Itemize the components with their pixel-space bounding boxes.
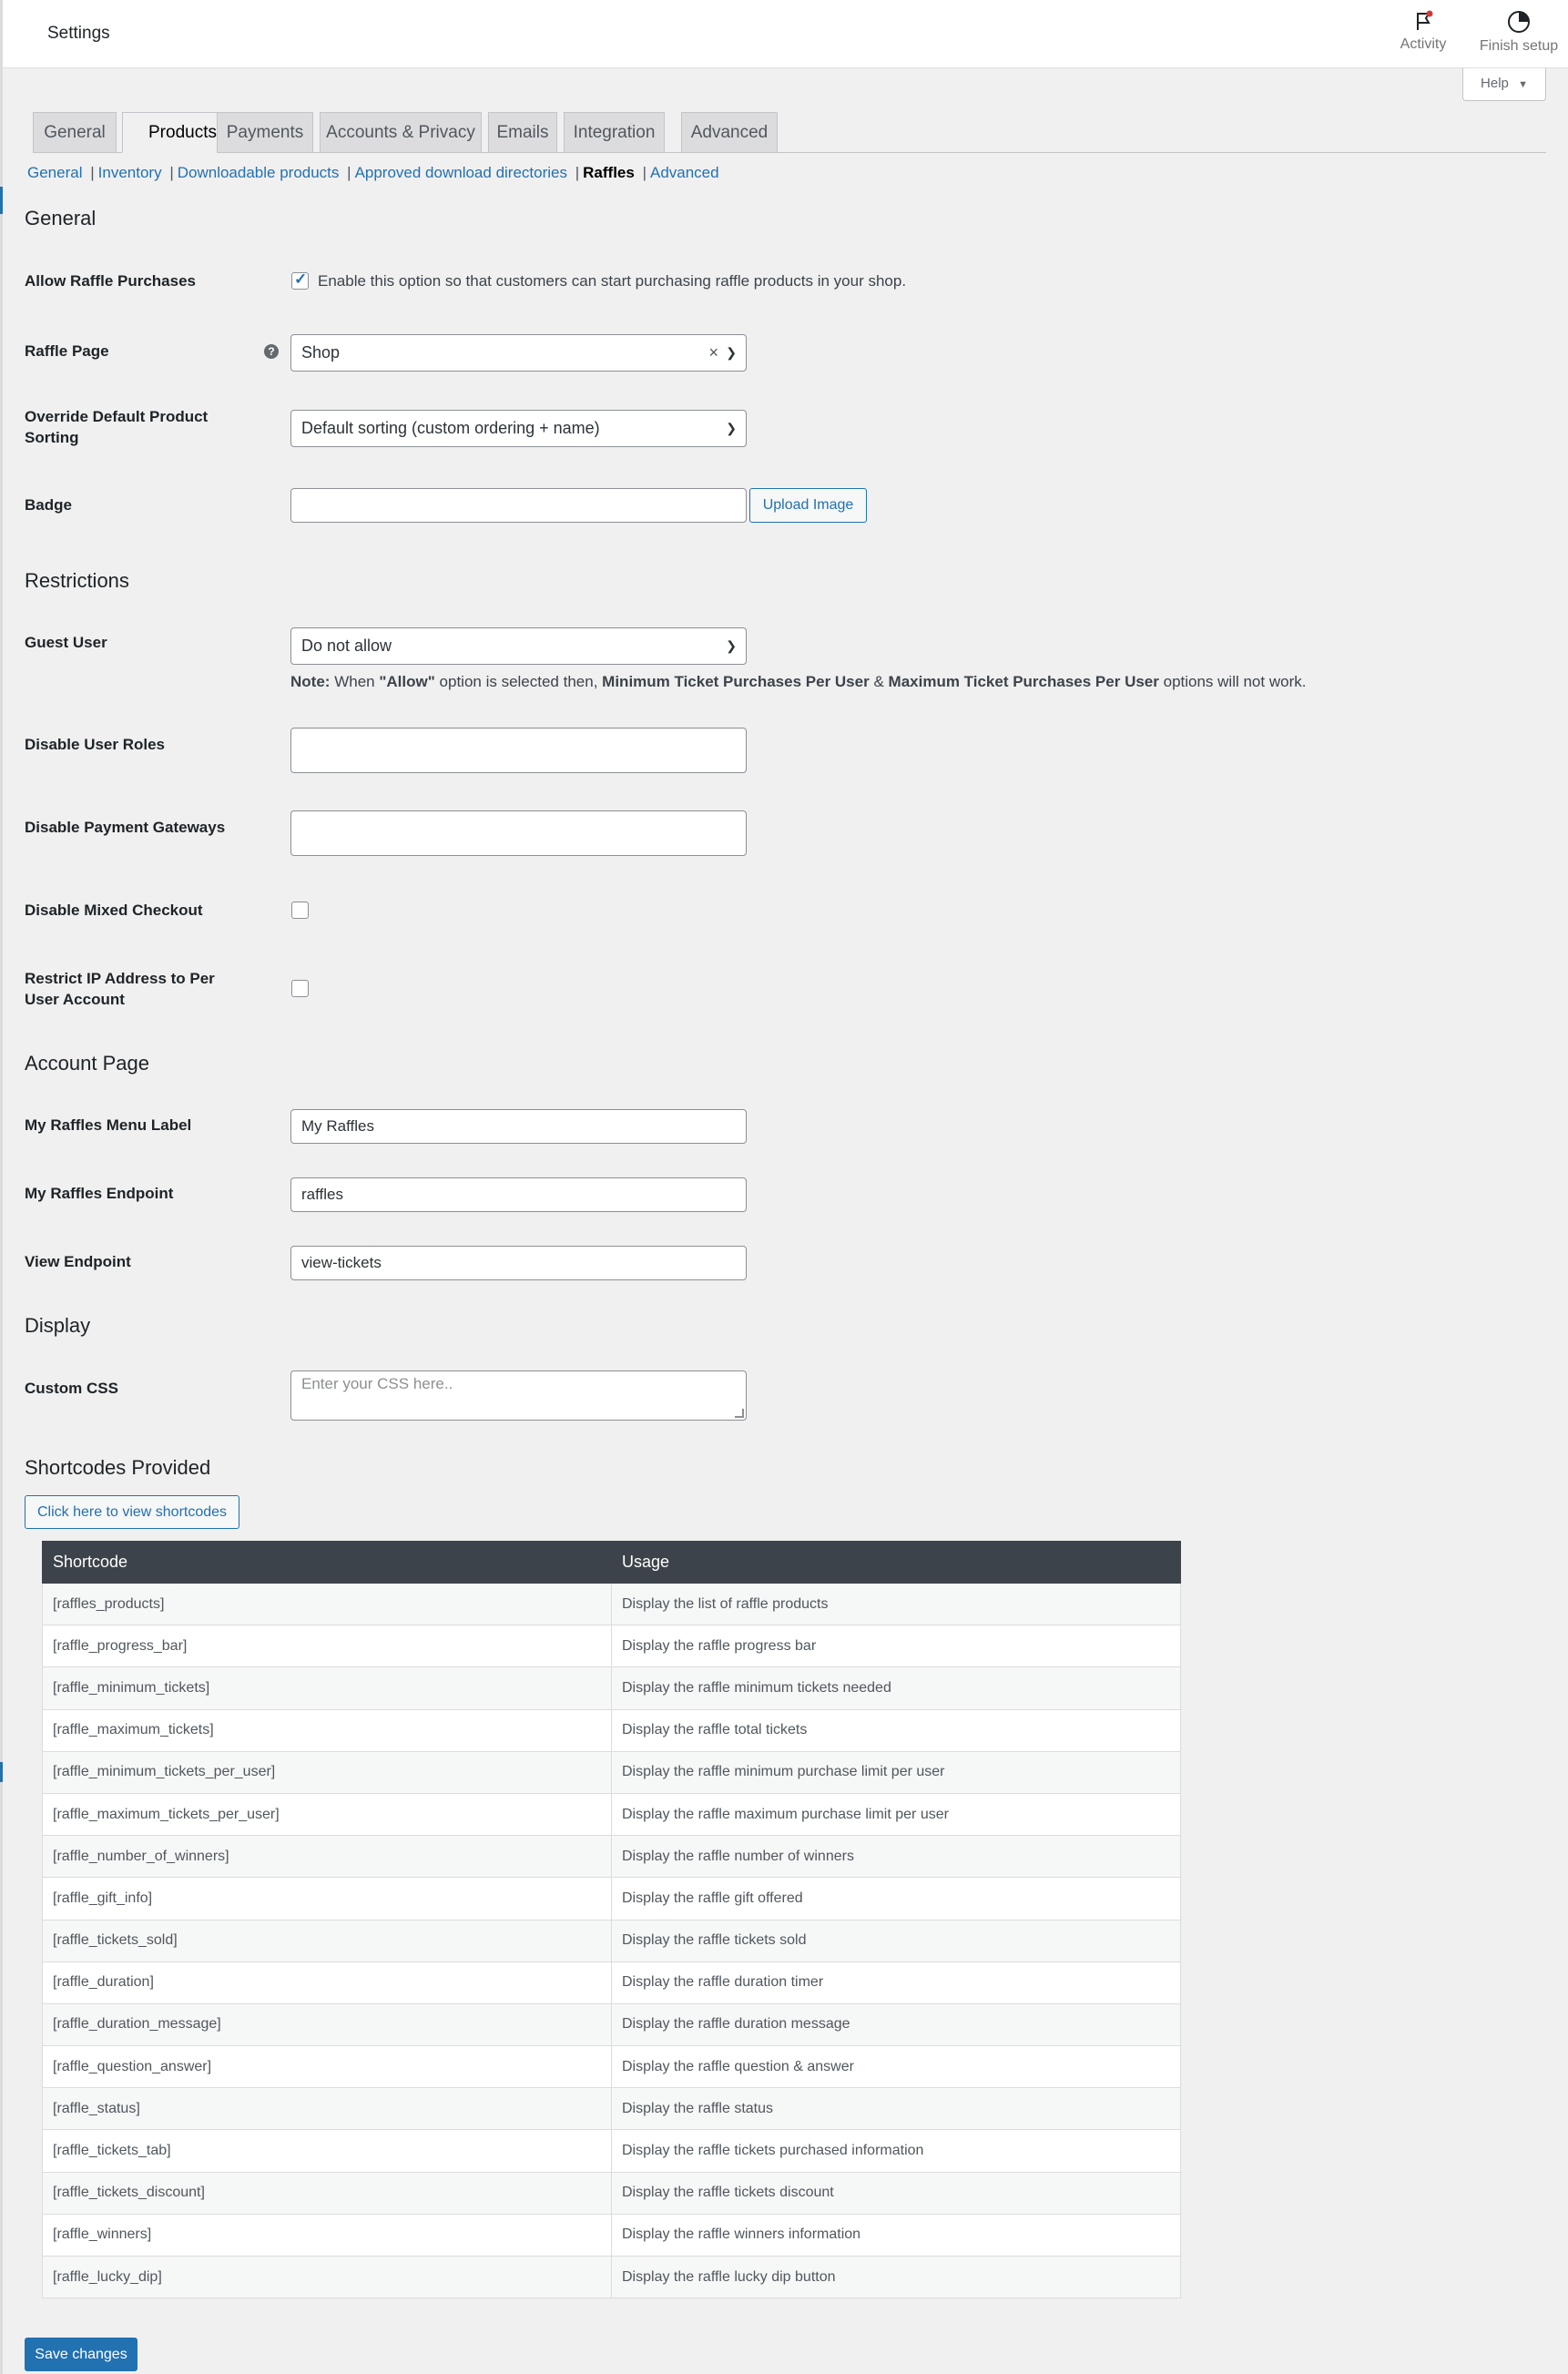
table-row — [43, 2003, 1181, 2045]
tab-payments[interactable]: Payments — [217, 112, 313, 153]
flag-icon — [1411, 9, 1435, 33]
usage-cell: Display the raffle question & answer — [612, 2046, 1181, 2088]
shortcode-cell: [raffle_tickets_tab] — [43, 2130, 612, 2172]
usage-cell: Display the raffle progress bar — [612, 1625, 1181, 1667]
help-label: Help — [1481, 76, 1509, 91]
usage-cell: Display the raffle tickets discount — [612, 2172, 1181, 2214]
save-changes-button[interactable]: Save changes — [25, 2338, 137, 2371]
view-shortcodes-button[interactable]: Click here to view shortcodes — [25, 1495, 239, 1529]
subnav-separator: | — [90, 164, 95, 181]
top-header — [3, 0, 1568, 68]
shortcode-cell: [raffle_tickets_sold] — [43, 1920, 612, 1961]
subnav-approved-download-directories[interactable]: Approved download directories — [354, 164, 567, 181]
shortcode-cell: [raffle_tickets_discount] — [43, 2172, 612, 2214]
shortcodes-table-body — [43, 1584, 1181, 2298]
shortcode-cell: [raffle_number_of_winners] — [43, 1836, 612, 1878]
shortcode-cell: [raffles_products] — [43, 1584, 612, 1625]
view-endpoint-label: View Endpoint — [25, 1253, 131, 1270]
shortcode-cell: [raffle_gift_info] — [43, 1878, 612, 1920]
table-row — [43, 1793, 1181, 1835]
usage-cell: Display the raffle number of winners — [612, 1836, 1181, 1878]
sidebar-active-marker — [0, 1762, 3, 1782]
disable-mixed-checkout-label: Disable Mixed Checkout — [25, 902, 203, 919]
table-row — [43, 2130, 1181, 2172]
my-raffles-endpoint-label: My Raffles Endpoint — [25, 1185, 174, 1202]
table-row — [43, 1584, 1181, 1625]
general-heading: General — [25, 207, 97, 229]
raffle-page-select[interactable] — [290, 334, 747, 372]
restrict-ip-label: Restrict IP Address to Per User Account — [25, 970, 215, 1008]
usage-cell: Display the raffle minimum tickets needed — [612, 1667, 1181, 1709]
restrictions-heading: Restrictions — [25, 569, 129, 592]
resize-handle[interactable] — [735, 1409, 744, 1418]
clear-icon[interactable]: × — [708, 343, 718, 362]
activity-button[interactable] — [1382, 9, 1464, 53]
tab-emails[interactable]: Emails — [488, 112, 557, 153]
disable-payment-gateways-input[interactable] — [290, 810, 747, 856]
table-row — [43, 1751, 1181, 1793]
settings-tabs — [33, 112, 1546, 153]
badge-label: Badge — [25, 496, 72, 514]
chevron-down-icon: ❯ — [726, 421, 737, 435]
my-raffles-menu-label-input[interactable]: My Raffles — [290, 1109, 747, 1144]
disable-mixed-checkout-checkbox[interactable] — [291, 902, 309, 919]
raffle-page-label: Raffle Page — [25, 342, 109, 360]
raffle-page-value: Shop — [301, 343, 341, 362]
tab-general[interactable]: General — [33, 112, 117, 153]
view-endpoint-input[interactable]: view-tickets — [290, 1246, 747, 1280]
table-row — [43, 1961, 1181, 2003]
finish-setup-button[interactable] — [1473, 9, 1564, 55]
table-row — [43, 1667, 1181, 1709]
tab-products[interactable]: Products — [122, 112, 243, 153]
usage-cell: Display the raffle lucky dip button — [612, 2257, 1181, 2298]
tab-advanced[interactable]: Advanced — [681, 112, 778, 153]
display-heading: Display — [25, 1314, 91, 1337]
disable-user-roles-label: Disable User Roles — [25, 736, 166, 753]
shortcode-cell: [raffle_maximum_tickets_per_user] — [43, 1793, 612, 1835]
table-row — [43, 2046, 1181, 2088]
usage-cell: Display the raffle gift offered — [612, 1878, 1181, 1920]
shortcode-cell: [raffle_question_answer] — [43, 2046, 612, 2088]
subnav-separator: | — [169, 164, 174, 181]
guest-user-select[interactable] — [290, 627, 747, 665]
subnav-general[interactable]: General — [27, 164, 83, 181]
shortcode-cell: [raffle_progress_bar] — [43, 1625, 612, 1667]
shortcodes-table — [42, 1541, 1181, 2298]
subnav-separator: | — [347, 164, 351, 181]
restrict-ip-checkbox[interactable] — [291, 980, 309, 997]
tab-accounts-privacy[interactable]: Accounts & Privacy — [320, 112, 482, 153]
chevron-down-icon: ❯ — [726, 638, 737, 653]
guest-user-label: Guest User — [25, 634, 107, 651]
table-row — [43, 1878, 1181, 1920]
table-row — [43, 2214, 1181, 2256]
subnav-inventory[interactable]: Inventory — [97, 164, 162, 181]
badge-input[interactable] — [290, 488, 747, 523]
shortcode-cell: [raffle_status] — [43, 2088, 612, 2130]
usage-cell: Display the raffle winners information — [612, 2214, 1181, 2256]
usage-cell: Display the raffle minimum purchase limit per user — [612, 1751, 1181, 1793]
upload-image-button[interactable]: Upload Image — [749, 488, 867, 523]
table-row — [43, 1625, 1181, 1667]
table-row — [43, 2088, 1181, 2130]
subnav-advanced[interactable]: Advanced — [649, 164, 719, 181]
chevron-down-icon: ❯ — [726, 345, 737, 360]
usage-cell: Display the raffle maximum purchase limit per user — [612, 1793, 1181, 1835]
finish-setup-label: Finish setup — [1479, 38, 1559, 54]
subnav-downloadable-products[interactable]: Downloadable products — [177, 164, 340, 181]
table-row — [43, 1920, 1181, 1961]
shortcode-cell: [raffle_minimum_tickets] — [43, 1667, 612, 1709]
override-sorting-select[interactable] — [290, 410, 747, 447]
subnav-separator: | — [642, 164, 647, 181]
shortcode-cell: [raffle_winners] — [43, 2214, 612, 2256]
usage-cell: Display the raffle status — [612, 2088, 1181, 2130]
table-header-row — [43, 1542, 1181, 1584]
usage-cell: Display the raffle tickets purchased information — [612, 2130, 1181, 2172]
shortcodes-heading: Shortcodes Provided — [25, 1456, 211, 1479]
activity-label: Activity — [1400, 36, 1447, 52]
shortcode-cell: [raffle_duration] — [43, 1961, 612, 2003]
my-raffles-menu-label-label: My Raffles Menu Label — [25, 1116, 192, 1134]
caret-down-icon: ▼ — [1518, 79, 1528, 90]
usage-cell: Display the raffle duration timer — [612, 1961, 1181, 2003]
shortcode-cell: [raffle_lucky_dip] — [43, 2257, 612, 2298]
section-subnav — [27, 164, 719, 182]
shortcode-cell: [raffle_duration_message] — [43, 2003, 612, 2045]
tab-integration[interactable]: Integration — [564, 112, 665, 153]
help-tip-icon[interactable]: ? — [264, 344, 279, 359]
allow-raffle-purchases-label: Allow Raffle Purchases — [25, 272, 197, 290]
table-row — [43, 1836, 1181, 1878]
allow-raffle-purchases-checkbox[interactable] — [291, 272, 309, 290]
usage-cell: Display the list of raffle products — [612, 1584, 1181, 1625]
help-button[interactable] — [1462, 68, 1546, 101]
column-header-shortcode: Shortcode — [43, 1542, 612, 1584]
guest-user-note: Note: When "Allow" option is selected then, Minimum Ticket Purchases Per User & Maximum Ticket Purchases Per User options will not work. — [290, 673, 1307, 690]
shortcode-cell: [raffle_maximum_tickets] — [43, 1709, 612, 1751]
override-sorting-label: Override Default Product Sorting — [25, 408, 209, 446]
shortcode-cell: [raffle_minimum_tickets_per_user] — [43, 1751, 612, 1793]
sidebar-active-marker — [0, 187, 3, 214]
progress-circle-icon — [1506, 9, 1532, 35]
my-raffles-endpoint-input[interactable]: raffles — [290, 1177, 747, 1212]
subnav-separator: | — [575, 164, 580, 181]
page-title: Settings — [47, 24, 110, 43]
allow-raffle-purchases-description: Enable this option so that customers can start purchasing raffle products in your shop. — [318, 272, 907, 290]
disable-user-roles-input[interactable] — [290, 728, 747, 773]
usage-cell: Display the raffle tickets sold — [612, 1920, 1181, 1961]
table-row — [43, 2172, 1181, 2214]
custom-css-textarea[interactable] — [290, 1370, 747, 1421]
override-sorting-value: Default sorting (custom ordering + name) — [301, 419, 600, 437]
usage-cell: Display the raffle total tickets — [612, 1709, 1181, 1751]
disable-payment-gateways-label: Disable Payment Gateways — [25, 819, 226, 836]
custom-css-placeholder: Enter your CSS here.. — [301, 1375, 453, 1392]
account-page-heading: Account Page — [25, 1052, 149, 1075]
subnav-raffles[interactable]: Raffles — [583, 164, 635, 181]
table-row — [43, 1709, 1181, 1751]
column-header-usage: Usage — [612, 1542, 1181, 1584]
table-row — [43, 2257, 1181, 2298]
custom-css-label: Custom CSS — [25, 1380, 118, 1397]
usage-cell: Display the raffle duration message — [612, 2003, 1181, 2045]
admin-sidebar-edge — [0, 0, 3, 2374]
guest-user-value: Do not allow — [301, 637, 392, 655]
